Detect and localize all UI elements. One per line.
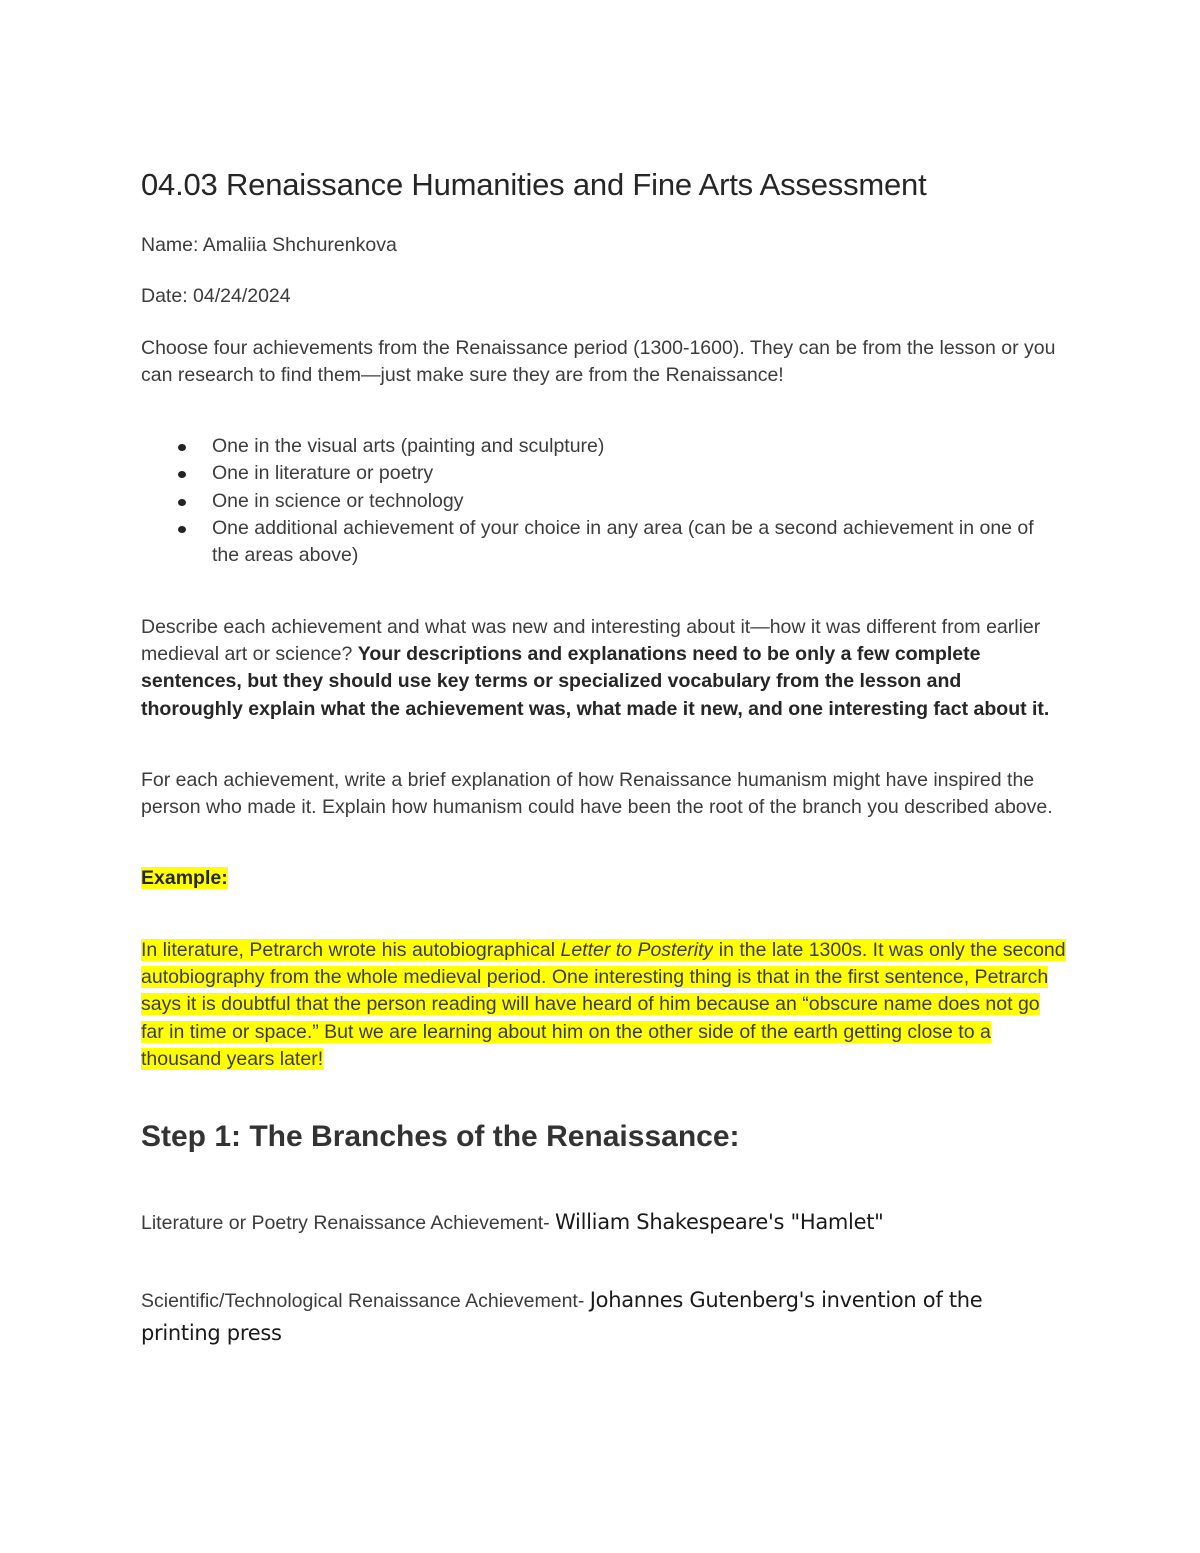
example-heading (141, 865, 1066, 892)
achievement-requirements-list (141, 433, 1066, 569)
list-item (141, 488, 1066, 515)
document-body (141, 165, 1066, 1350)
example-text-start: In literature, Petrarch wrote his autobiographical (141, 938, 561, 961)
list-item (141, 515, 1066, 570)
document-title: 04.03 Renaissance Humanities and Fine Arts Assessment (141, 167, 927, 202)
list-item-text: One in the visual arts (painting and sculpture) (212, 435, 605, 458)
submission-date: Date: 04/24/2024 (141, 285, 291, 308)
list-item (141, 433, 1066, 460)
literature-achievement-label: Literature or Poetry Renaissance Achievement- (141, 1212, 556, 1235)
literature-achievement (141, 1205, 1066, 1240)
list-item-text: One additional achievement of your choice in any area (can be a second achievement in one of the areas above) (212, 517, 1034, 567)
step-1-heading: Step 1: The Branches of the Renaissance: (141, 1120, 740, 1154)
science-achievement (141, 1284, 1066, 1350)
list-item (141, 460, 1066, 487)
example-work-title: Letter to Posterity (560, 938, 714, 961)
describe-instructions (141, 614, 1066, 723)
example-label: Example: (141, 867, 228, 890)
bullet-icon (178, 444, 186, 451)
bullet-icon (178, 471, 186, 478)
describe-plain-text: Describe each achievement and what was new and interesting about it—how it was different from earlier medieval art or science? (141, 615, 1041, 665)
science-achievement-label: Scientific/Technological Renaissance Achievement- (141, 1290, 590, 1313)
list-item-text: One in literature or poetry (212, 462, 434, 485)
humanism-instructions: For each achievement, write a brief explanation of how Renaissance humanism might have inspired the person who made it. Explain how humanism could have been the root of the branch you described above. (141, 768, 1053, 819)
literature-achievement-answer: William Shakespeare's "Hamlet" (555, 1210, 884, 1235)
list-item-text: One in science or technology (212, 489, 464, 512)
bullet-icon (178, 526, 186, 533)
bullet-icon (178, 499, 186, 506)
instructions-intro: Choose four achievements from the Renaissance period (1300-1600). They can be from the lesson or you can research to find them—just make sure they are from the Renaissance! (141, 336, 1056, 386)
describe-bold-text: Your descriptions and explanations need to be only a few complete sentences, but they should use key terms or specialized vocabulary from the lesson and thoroughly explain what the achievement was, what made it new, and one interesting fact about it. (141, 642, 1050, 720)
example-paragraph (141, 937, 1066, 1073)
science-achievement-answer: Johannes Gutenberg's invention of the printing press (141, 1288, 983, 1346)
student-name: Name: Amaliia Shchurenkova (141, 234, 397, 256)
example-text-end: in the late 1300s. It was only the second autobiography from the whole medieval period. One interesting thing is that in the first sentence, Petrarch says it is doubtful that the person reading will have heard of him because an “obscure name does not go far in time or space.” But we are learning about him on the other side of the earth getting close to a thousand years later! (141, 938, 1066, 1070)
